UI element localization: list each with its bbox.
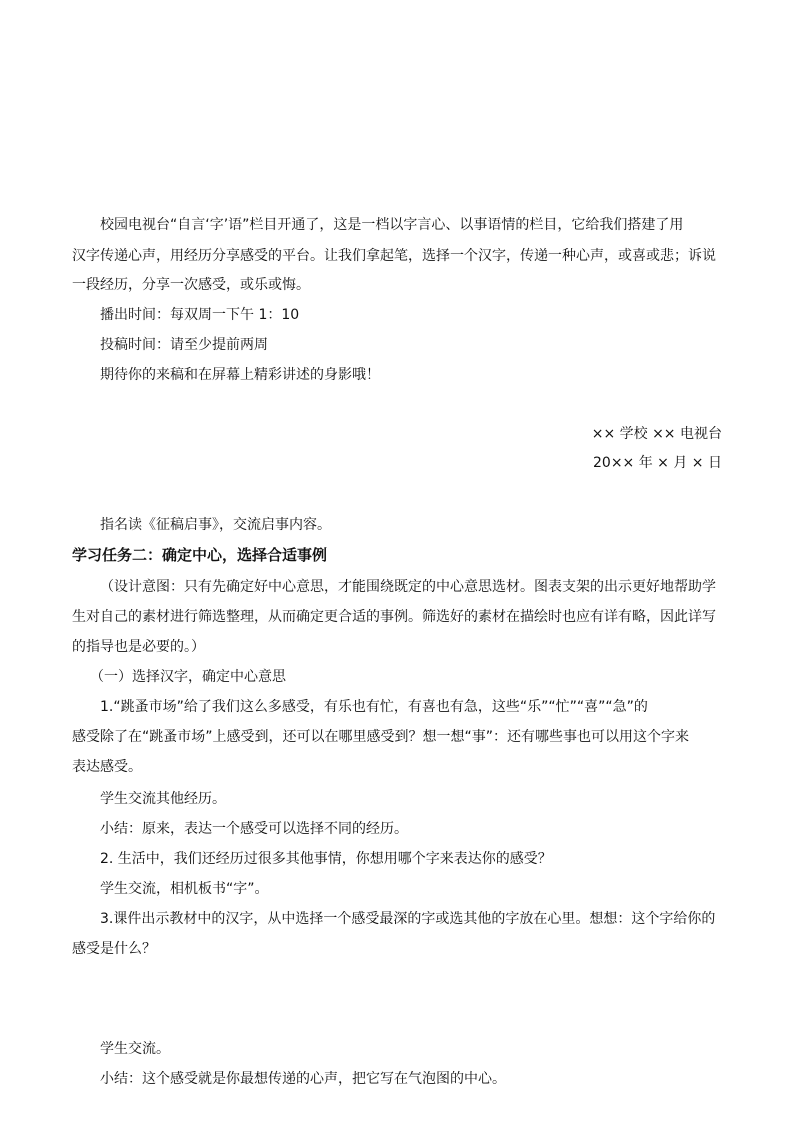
broadcast-time: 播出时间：每双周一下午 1：10 [100, 307, 300, 323]
design-intent-line-1: （设计意图：只有先确定好中心意思，才能围绕既定的中心意思选材。图表支架的出示更好地帮助学 [100, 579, 716, 595]
student-share-2: 学生交流，相机板书“字”。 [100, 881, 269, 897]
read-notice-instruction: 指名读《征稿启事》，交流启事内容。 [100, 517, 331, 533]
notice-paragraph-line-3: 一段经历，分享一次感受，或乐或悔。 [72, 277, 310, 293]
question-3-line-1: 3.课件出示教材中的汉字，从中选择一个感受最深的字或选其他的字放在心里。想想：这个字给你的 [100, 911, 716, 927]
notice-closing: 期待你的来稿和在屏幕上精彩讲述的身影哦！ [100, 367, 380, 383]
summary-2: 小结：这个感受就是你最想传递的心声，把它写在气泡图的中心。 [100, 1071, 506, 1087]
design-intent-line-2: 生对自己的素材进行筛选整理，从而确定更合适的事例。筛选好的素材在描绘时也应有详有略，因此详写 [72, 609, 716, 625]
notice-date: 20×× 年 × 月 × 日 [593, 455, 722, 471]
notice-paragraph-line-2: 汉字传递心声，用经历分享感受的平台。让我们拿起笔，选择一个汉字，传递一种心声，或喜或悲；诉说 [72, 248, 716, 264]
question-1-line-1: 1.“跳蚤市场”给了我们这么多感受，有乐也有忙，有喜也有急，这些“乐”“忙”“喜”“急”的 [100, 699, 648, 715]
notice-paragraph-line-1: 校园电视台“自言‘字’语”栏目开通了，这是一档以字言心、以事语情的栏目，它给我们搭建了用 [100, 217, 684, 233]
section-title: （一）选择汉字，确定中心意思 [90, 669, 286, 685]
question-1-line-3: 表达感受。 [72, 759, 142, 775]
question-1-line-2: 感受除了在“跳蚤市场”上感受到，还可以在哪里感受到？想一想“事”：还有哪些事也可以用这个字来 [72, 729, 690, 745]
notice-signature: ×× 学校 ×× 电视台 [591, 426, 722, 442]
student-share-3: 学生交流。 [100, 1041, 170, 1057]
summary-1: 小结：原来，表达一个感受可以选择不同的经历。 [100, 821, 408, 837]
document-page [72, 0, 722, 1123]
question-3-line-2: 感受是什么？ [72, 941, 156, 957]
task-heading: 学习任务二：确定中心，选择合适事例 [72, 546, 328, 564]
student-share-1: 学生交流其他经历。 [100, 791, 226, 807]
submission-time: 投稿时间：请至少提前两周 [100, 337, 268, 353]
design-intent-line-3: 的指导也是必要的。） [72, 639, 205, 655]
question-2: 2. 生活中，我们还经历过很多其他事情，你想用哪个字来表达你的感受？ [100, 851, 552, 867]
